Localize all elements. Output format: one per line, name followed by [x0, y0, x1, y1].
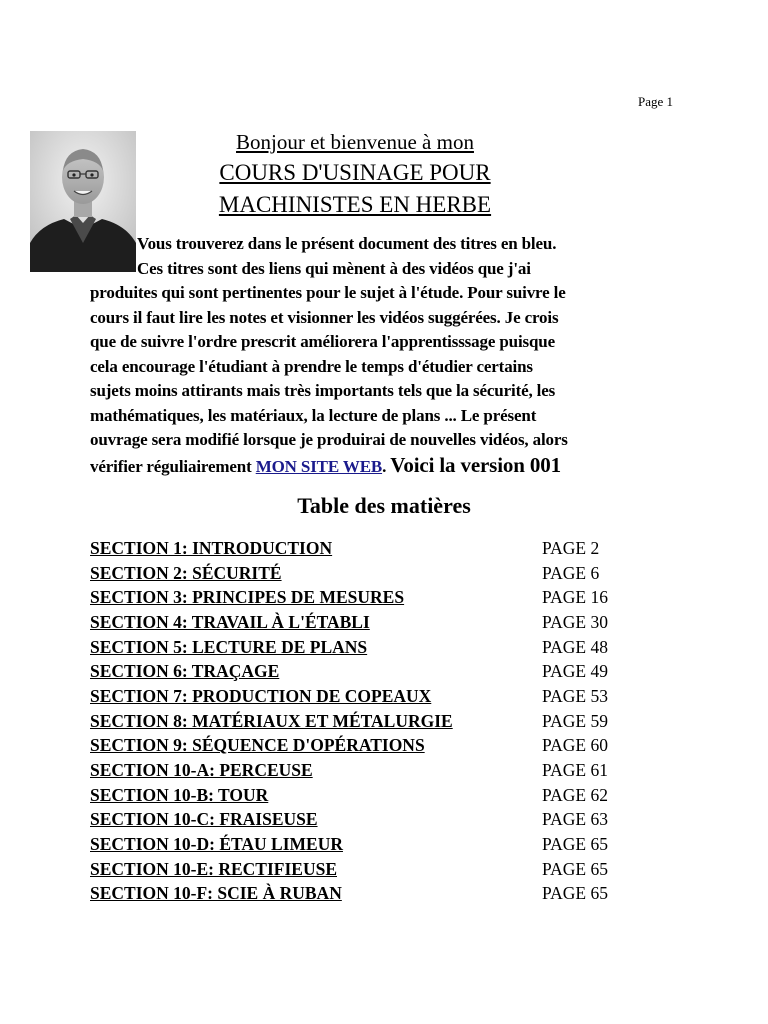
toc-section-link[interactable]: SECTION 1: INTRODUCTION	[90, 537, 333, 558]
intro-line: Vous trouverez dans le présent document des titres en bleu.	[137, 234, 557, 253]
toc-page-number: PAGE 61	[542, 760, 608, 781]
toc-page-number: PAGE 59	[542, 710, 608, 731]
toc-row	[90, 610, 650, 635]
intro-last-line	[90, 453, 672, 480]
intro-line: produites qui sont pertinentes pour le sujet à l'étude. Pour suivre le	[90, 283, 566, 302]
intro-line: mathématiques, les matériaux, la lecture de plans ... Le présent	[90, 405, 537, 425]
toc-section-link[interactable]: SECTION 10-F: SCIE À RUBAN	[90, 883, 342, 904]
toc-row	[90, 857, 650, 882]
course-title-line-1: COURS D'USINAGE POUR	[219, 160, 491, 185]
intro-line: ouvrage sera modifié lorsque je produirai de nouvelles vidéos, alors	[90, 430, 568, 449]
toc-row	[90, 783, 650, 808]
toc-page-number: PAGE 49	[542, 661, 608, 682]
toc-page-number: PAGE 65	[542, 834, 608, 855]
toc-row	[90, 709, 650, 734]
toc-section-link[interactable]: SECTION 7: PRODUCTION DE COPEAUX	[90, 685, 432, 706]
table-of-contents	[90, 536, 650, 906]
toc-section-link[interactable]: SECTION 6: TRAÇAGE	[90, 661, 280, 682]
toc-section-link[interactable]: SECTION 3: PRINCIPES DE MESURES	[90, 587, 405, 608]
toc-row	[90, 758, 650, 783]
toc-row	[90, 585, 650, 610]
toc-section-link[interactable]: SECTION 10-E: RECTIFIEUSE	[90, 858, 337, 879]
toc-row	[90, 832, 650, 857]
toc-page-number: PAGE 62	[542, 784, 608, 805]
toc-row	[90, 635, 650, 660]
toc-page-number: PAGE 6	[542, 562, 600, 583]
toc-row	[90, 561, 650, 586]
toc-title: Table des matières	[297, 493, 471, 518]
toc-section-link[interactable]: SECTION 5: LECTURE DE PLANS	[90, 636, 368, 657]
toc-page-number: PAGE 16	[542, 587, 608, 608]
toc-page-number: PAGE 60	[542, 735, 608, 756]
toc-section-link[interactable]: SECTION 10-B: TOUR	[90, 784, 269, 805]
toc-row	[90, 882, 650, 907]
intro-paragraph	[90, 232, 672, 479]
toc-page-number: PAGE 53	[542, 685, 608, 706]
toc-page-number: PAGE 2	[542, 537, 600, 558]
toc-section-link[interactable]: SECTION 9: SÉQUENCE D'OPÉRATIONS	[90, 735, 425, 756]
toc-page-number: PAGE 65	[542, 858, 608, 879]
course-title-line-2: MACHINISTES EN HERBE	[218, 192, 492, 217]
version-label: Voici la version 001	[390, 452, 561, 477]
intro-last-line-suffix: .	[382, 456, 391, 476]
intro-line: que de suivre l'ordre prescrit améliorera l'apprentisssage puisque	[90, 332, 555, 351]
toc-row	[90, 659, 650, 684]
toc-page-number: PAGE 30	[542, 611, 608, 632]
intro-line: cours il faut lire les notes et visionner les vidéos suggérées. Je crois	[90, 307, 559, 327]
toc-section-link[interactable]: SECTION 10-C: FRAISEUSE	[90, 809, 318, 830]
toc-page-number: PAGE 63	[542, 809, 608, 830]
toc-section-link[interactable]: SECTION 4: TRAVAIL À L'ÉTABLI	[90, 611, 370, 632]
page-number: Page 1	[638, 94, 674, 109]
intro-line: Ces titres sont des liens qui mènent à des vidéos que j'ai	[137, 258, 531, 278]
toc-row	[90, 684, 650, 709]
intro-line: cela encourage l'étudiant à prendre le temps d'étudier certains	[90, 356, 533, 376]
toc-row	[90, 808, 650, 833]
intro-line: sujets moins attirants mais très importants tels que la sécurité, les	[90, 381, 556, 400]
toc-row	[90, 734, 650, 759]
toc-row	[90, 536, 650, 561]
toc-section-link[interactable]: SECTION 10-A: PERCEUSE	[90, 760, 313, 781]
toc-page-number: PAGE 48	[542, 636, 608, 657]
greeting-heading: Bonjour et bienvenue à mon	[236, 130, 474, 154]
toc-page-number: PAGE 65	[542, 883, 608, 904]
toc-section-link[interactable]: SECTION 2: SÉCURITÉ	[90, 562, 282, 583]
toc-section-link[interactable]: SECTION 10-D: ÉTAU LIMEUR	[90, 834, 343, 855]
toc-section-link[interactable]: SECTION 8: MATÉRIAUX ET MÉTALURGIE	[90, 710, 453, 731]
intro-last-line-prefix: vérifier réguliairement	[90, 456, 256, 476]
my-website-link[interactable]: MON SITE WEB	[255, 456, 383, 476]
